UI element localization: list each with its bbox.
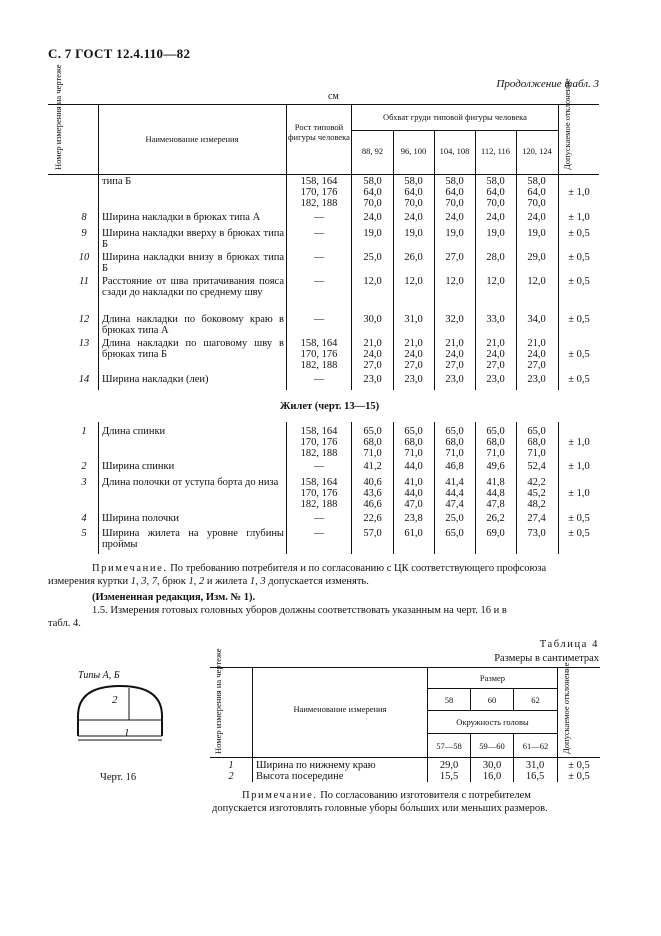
row-name: Длина накладки по шаговому шву в брюках типа Б <box>102 338 284 360</box>
table-cell: 23,8 <box>404 513 423 524</box>
table-cell: 34,0 <box>527 314 546 325</box>
table-cell: 70,0 <box>404 198 423 209</box>
table-cell: 69,0 <box>486 528 505 539</box>
row-height: 158, 164 <box>300 426 338 437</box>
table-cell: 64,0 <box>527 187 546 198</box>
t4-girth-3: 61—62 <box>522 741 549 751</box>
table-cell: 58,0 <box>527 176 546 187</box>
table-cell: 21,0 <box>486 338 505 349</box>
table-cell: 44,0 <box>404 488 423 499</box>
table-cell: 73,0 <box>527 528 546 539</box>
row-number: 4 <box>81 513 87 524</box>
table-cell: 24,0 <box>445 212 464 223</box>
row-tolerance: ± 0,5 <box>568 252 590 263</box>
row-height: — <box>313 212 325 223</box>
row-height: — <box>313 374 325 385</box>
table-cell: 27,0 <box>527 360 546 371</box>
table-cell: 27,0 <box>404 360 423 371</box>
table-cell: 57,0 <box>363 528 382 539</box>
t4-girth-2: 59—60 <box>479 741 505 751</box>
girth-col-1: 88, 92 <box>361 146 384 156</box>
table-cell: 27,0 <box>486 360 505 371</box>
table-cell: 64,0 <box>404 187 423 198</box>
table-cell: 25,0 <box>445 513 464 524</box>
table-cell: 24,0 <box>486 212 505 223</box>
row-name: Длина накладки по боковому краю в брюках типа А <box>102 314 284 336</box>
table-cell: 24,0 <box>486 349 505 360</box>
table-cell: 45,2 <box>527 488 546 499</box>
table-cell: 23,0 <box>486 374 505 385</box>
table-cell: 30,0 <box>363 314 382 325</box>
table-cell: 44,0 <box>404 461 423 472</box>
dim-2-label: 2 <box>112 694 118 706</box>
table-cell: 47,8 <box>486 499 505 510</box>
table-cell: 44,4 <box>445 488 464 499</box>
row-height: 170, 176 <box>300 349 338 360</box>
table-cell: 64,0 <box>363 187 382 198</box>
unit-label: см <box>328 91 339 102</box>
t4-col-name-header: Наименование измерения <box>293 704 387 714</box>
row-name: Длина полочки от уступа борта до низа <box>102 477 279 488</box>
col-tolerance-header: Допускаемое отклонение <box>562 78 572 170</box>
row-name: Ширина накладки (леи) <box>102 374 209 385</box>
row-height: — <box>313 276 325 287</box>
table-cell: 12,0 <box>486 276 505 287</box>
table-cell: 16,5 <box>525 771 545 782</box>
t4-col-tolerance-header: Допускаемое отклонение <box>561 662 571 754</box>
row-height: — <box>313 528 325 539</box>
note-1 <box>92 562 600 575</box>
table-cell: 27,4 <box>527 513 546 524</box>
row-height: 170, 176 <box>300 488 338 499</box>
table-cell: 12,0 <box>445 276 464 287</box>
table-cell: 19,0 <box>404 228 423 239</box>
table-cell: 48,2 <box>527 499 546 510</box>
table-cell: 65,0 <box>363 426 382 437</box>
table-cell: 19,0 <box>486 228 505 239</box>
row-height: — <box>313 228 325 239</box>
row-name: Ширина жилета на уровне глубины проймы <box>102 528 284 550</box>
row-tolerance: ± 0,5 <box>568 276 590 287</box>
row-height: 182, 188 <box>300 499 338 510</box>
table-cell: 44,8 <box>486 488 505 499</box>
table-cell: 70,0 <box>445 198 464 209</box>
row-tolerance: ± 0,5 <box>568 314 590 325</box>
row-tolerance: ± 0,5 <box>568 374 590 385</box>
t4-col-number-header: Номер измерения на чертеже <box>213 648 223 754</box>
girth-col-4: 112, 116 <box>480 146 511 156</box>
row-number: 13 <box>78 338 90 349</box>
table-cell: 23,0 <box>527 374 546 385</box>
row-number: 10 <box>78 252 90 263</box>
table-cell: 65,0 <box>404 426 423 437</box>
table-cell: 27,0 <box>445 252 464 263</box>
table-cell: 61,0 <box>404 528 423 539</box>
table-cell: 27,0 <box>445 360 464 371</box>
note-1-label: Примечание. <box>92 563 168 574</box>
table-cell: 42,2 <box>527 477 546 488</box>
row-name: типа Б <box>102 176 132 187</box>
row-name: Длина спинки <box>102 426 166 437</box>
table-cell: 58,0 <box>404 176 423 187</box>
section-heading: Жилет (черт. 13—15) <box>280 401 380 412</box>
row-tolerance: ± 0,5 <box>568 528 590 539</box>
row-number: 8 <box>81 212 87 223</box>
page-header: С. 7 ГОСТ 12.4.110—82 <box>48 46 191 61</box>
row-height: 158, 164 <box>300 338 338 349</box>
row-number: 1 <box>81 426 87 437</box>
girth-col-2: 96, 100 <box>400 146 427 156</box>
col-height-header: Рост типовой фигуры человека <box>288 122 350 142</box>
table-cell: 23,0 <box>363 374 382 385</box>
row-number: 2 <box>81 461 87 472</box>
table-cell: 27,0 <box>363 360 382 371</box>
table-cell: 16,0 <box>482 771 502 782</box>
table-cell: 24,0 <box>527 349 546 360</box>
row-height: 158, 164 <box>300 477 338 488</box>
t4-size-header: Размер <box>479 673 506 683</box>
note-2-line1: По согласованию изготовителя с потребителем <box>320 790 531 801</box>
row-height: 158, 164 <box>300 176 338 187</box>
table-cell: 25,0 <box>363 252 382 263</box>
table-cell: 71,0 <box>404 448 423 459</box>
row-name: Ширина накладки внизу в брюках типа Б <box>102 252 284 274</box>
row-tolerance: ± 1,0 <box>568 212 590 223</box>
table-cell: 24,0 <box>363 212 382 223</box>
row-tolerance: ± 0,5 <box>568 513 590 524</box>
row-number: 3 <box>81 477 87 488</box>
row-tolerance: ± 1,0 <box>568 437 590 448</box>
table-cell: 29,0 <box>439 760 459 771</box>
table-cell: 30,0 <box>482 760 502 771</box>
table-cell: 31,0 <box>525 760 545 771</box>
table-cell: 24,0 <box>527 212 546 223</box>
row-name: Высота посередине <box>256 771 344 782</box>
table-continuation-label: Продолжение табл. 3 <box>496 78 599 90</box>
table-cell: 40,6 <box>363 477 382 488</box>
table-cell: 46,8 <box>445 461 464 472</box>
t4-head-girth-header: Окружность головы <box>456 717 529 727</box>
note-1-line1: По требованию потребителя и по согласованию с ЦК соответствующего профсоюза <box>170 563 547 574</box>
table-cell: 19,0 <box>445 228 464 239</box>
table4-subtitle: Размеры в сантиметрах <box>494 653 599 664</box>
table-cell: 46,6 <box>363 499 382 510</box>
t4-size-60: 60 <box>487 695 497 705</box>
table-cell: 24,0 <box>445 349 464 360</box>
row-height: — <box>313 314 325 325</box>
row-tolerance: ± 1,0 <box>568 488 590 499</box>
figure-16-drawing <box>74 682 166 744</box>
row-name: Ширина по нижнему краю <box>256 760 376 771</box>
table-cell: 47,0 <box>404 499 423 510</box>
table-cell: 15,5 <box>439 771 459 782</box>
girth-col-5: 120, 124 <box>522 146 552 156</box>
row-number: 5 <box>81 528 87 539</box>
note-1-line2: измерения куртки 1, 3, 7, брюк 1, 2 и жилета 1, 3 допускается изменять. <box>48 576 369 587</box>
table-cell: 71,0 <box>527 448 546 459</box>
girth-col-3: 104, 108 <box>439 146 470 156</box>
t4-size-58: 58 <box>444 695 454 705</box>
t4-girth-1: 57—58 <box>436 741 462 751</box>
table-cell: 58,0 <box>486 176 505 187</box>
table-cell: 70,0 <box>363 198 382 209</box>
table-cell: 41,4 <box>445 477 464 488</box>
row-name: Ширина полочки <box>102 513 179 524</box>
table4-title: Таблица 4 <box>539 639 599 650</box>
note-2-label: Примечание. <box>242 790 318 801</box>
table-cell: 68,0 <box>486 437 505 448</box>
table-cell: 65,0 <box>527 426 546 437</box>
table-cell: 23,0 <box>445 374 464 385</box>
table-cell: 68,0 <box>527 437 546 448</box>
table-cell: 41,8 <box>486 477 505 488</box>
figure-caption: Черт. 16 <box>100 772 137 783</box>
row-number: 2 <box>228 771 234 782</box>
row-tolerance: ± 0,5 <box>568 228 590 239</box>
table-cell: 68,0 <box>445 437 464 448</box>
table-cell: 47,4 <box>445 499 464 510</box>
row-tolerance: ± 0,5 <box>568 771 590 782</box>
table-cell: 26,2 <box>486 513 505 524</box>
col-number-header: Номер измерения на чертеже <box>53 64 63 170</box>
row-name: Ширина спинки <box>102 461 175 472</box>
row-height: — <box>313 252 325 263</box>
row-tolerance: ± 0,5 <box>568 349 590 360</box>
table-cell: 12,0 <box>527 276 546 287</box>
note-2 <box>242 789 600 802</box>
table-cell: 21,0 <box>527 338 546 349</box>
row-height: 182, 188 <box>300 448 338 459</box>
table-cell: 41,2 <box>363 461 382 472</box>
table-cell: 68,0 <box>404 437 423 448</box>
table-cell: 52,4 <box>527 461 546 472</box>
table-cell: 49,6 <box>486 461 505 472</box>
table-cell: 32,0 <box>445 314 464 325</box>
table-cell: 24,0 <box>404 349 423 360</box>
paragraph-1-5: 1.5. Измерения готовых головных уборов должны соответствовать указанным на черт. 16 и в <box>92 605 507 616</box>
table-cell: 33,0 <box>486 314 505 325</box>
table-cell: 41,0 <box>404 477 423 488</box>
row-height: — <box>313 513 325 524</box>
col-name-header: Наименование измерения <box>145 134 239 144</box>
table-cell: 21,0 <box>404 338 423 349</box>
table-cell: 24,0 <box>404 212 423 223</box>
table-cell: 68,0 <box>363 437 382 448</box>
table-cell: 58,0 <box>363 176 382 187</box>
t4-size-62: 62 <box>531 695 540 705</box>
row-number: 12 <box>78 314 90 325</box>
table-cell: 21,0 <box>363 338 382 349</box>
table-cell: 43,6 <box>363 488 382 499</box>
row-name: Ширина накладки в брюках типа А <box>102 212 261 223</box>
table-cell: 65,0 <box>445 528 464 539</box>
table-cell: 24,0 <box>363 349 382 360</box>
figure-title: Типы А, Б <box>78 670 120 681</box>
table-cell: 71,0 <box>486 448 505 459</box>
dim-1-label: 1 <box>124 727 130 739</box>
table-cell: 58,0 <box>445 176 464 187</box>
table-cell: 31,0 <box>404 314 423 325</box>
table-cell: 65,0 <box>486 426 505 437</box>
table-cell: 71,0 <box>445 448 464 459</box>
table-cell: 26,0 <box>404 252 423 263</box>
paragraph-1-5-cont: табл. 4. <box>48 618 81 629</box>
row-height: 182, 188 <box>300 198 338 209</box>
table-cell: 65,0 <box>445 426 464 437</box>
table-cell: 29,0 <box>527 252 546 263</box>
row-height: — <box>313 461 325 472</box>
edition-note: (Измененная редакция, Изм. № 1). <box>92 592 256 603</box>
row-number: 9 <box>81 228 87 239</box>
row-number: 11 <box>79 276 89 287</box>
table-cell: 70,0 <box>527 198 546 209</box>
row-height: 170, 176 <box>300 187 338 198</box>
table-cell: 64,0 <box>486 187 505 198</box>
row-tolerance: ± 0,5 <box>568 760 590 771</box>
table-cell: 23,0 <box>404 374 423 385</box>
row-number: 1 <box>228 760 234 771</box>
row-number: 14 <box>78 374 90 385</box>
row-name: Расстояние от шва притачивания пояса сзади до накладки по среднему шву <box>102 276 284 298</box>
row-height: 182, 188 <box>300 360 338 371</box>
row-tolerance: ± 1,0 <box>568 461 590 472</box>
table-cell: 12,0 <box>404 276 423 287</box>
table-cell: 28,0 <box>486 252 505 263</box>
table-cell: 64,0 <box>445 187 464 198</box>
table-cell: 21,0 <box>445 338 464 349</box>
table-cell: 12,0 <box>363 276 382 287</box>
note-2-line2: допускается изготовлять головные уборы бо́льших или меньших размеров. <box>212 803 548 814</box>
table-cell: 70,0 <box>486 198 505 209</box>
row-height: 170, 176 <box>300 437 338 448</box>
row-tolerance: ± 1,0 <box>568 187 590 198</box>
table-cell: 19,0 <box>527 228 546 239</box>
table-cell: 22,6 <box>363 513 382 524</box>
table-cell: 71,0 <box>363 448 382 459</box>
table-cell: 19,0 <box>363 228 382 239</box>
row-name: Ширина накладки вверху в брюках типа Б <box>102 228 284 250</box>
col-girth-header: Обхват груди типовой фигуры человека <box>383 112 527 122</box>
